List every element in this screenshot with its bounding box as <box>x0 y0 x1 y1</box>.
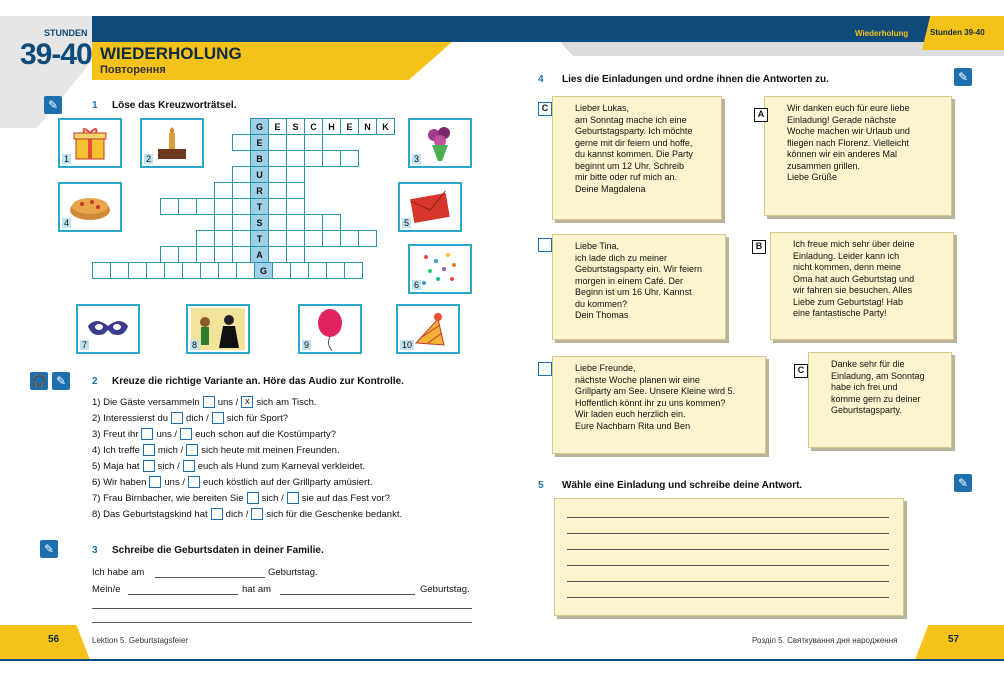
crossword-cell[interactable] <box>287 247 305 263</box>
option-text: euch als Hund zum Karneval verkleidet. <box>197 460 366 472</box>
card-line: Dein Thomas <box>575 310 629 320</box>
picture-1 <box>58 118 122 168</box>
option-text: uns / <box>217 396 239 408</box>
sentence-start: 2) Interessierst du <box>92 412 169 424</box>
sentence-start: 1) Die Gäste versammeln <box>92 396 200 408</box>
card-line: fliegen nach Florenz. Vielleicht <box>787 137 909 148</box>
picture-4 <box>58 182 122 232</box>
checkbox[interactable] <box>143 460 155 472</box>
card-line: Beginn ist um 16 Uhr. Kannst <box>575 287 692 297</box>
card-line: morgen in einem Café. Der <box>575 275 684 286</box>
crossword-cell[interactable]: E <box>251 135 269 151</box>
card-line: Eure Nachbarn Rita und Ben <box>575 420 691 431</box>
task3-line2-start: Mein/e <box>92 584 121 595</box>
task4-number: 4 <box>538 74 544 85</box>
pencil-icon: ✎ <box>44 96 62 114</box>
answer-letter-c: C <box>794 364 808 378</box>
pie-icon <box>68 190 112 224</box>
card-line: Geburtstagsparty ein. Wir feiern <box>575 264 703 274</box>
task3-line1-start: Ich habe am <box>92 567 145 578</box>
confetti-icon <box>418 249 462 289</box>
book-icon: ✎ <box>954 68 972 86</box>
card-line: Einladung! Gerade nächste <box>787 114 897 125</box>
crossword-cell[interactable] <box>147 263 165 279</box>
card-line: Lieber Lukas, <box>575 103 630 113</box>
sentence-start: 5) Maja hat <box>92 460 140 472</box>
pencil-icon: ✎ <box>954 474 972 492</box>
crossword-cell[interactable] <box>287 215 305 231</box>
checkbox[interactable] <box>141 428 153 440</box>
crossword-cell[interactable] <box>111 263 129 279</box>
crossword-cell[interactable] <box>233 183 251 199</box>
picture-label: 8 <box>192 340 198 350</box>
crossword-cell[interactable] <box>309 263 327 279</box>
card-line: Liebe Grüße <box>787 172 838 182</box>
answer-letter-a: A <box>754 108 768 122</box>
card-line: Danke sehr für die <box>831 359 905 369</box>
crossword-cell[interactable] <box>305 231 323 247</box>
answer-line[interactable] <box>280 594 415 595</box>
crossword-cell[interactable] <box>305 151 323 167</box>
checkbox[interactable] <box>287 492 299 504</box>
card-line: wir fahren sie besuchen. Alles <box>793 285 913 295</box>
sentence-start: 3) Freut ihr <box>92 428 139 440</box>
crossword-cell[interactable]: R <box>251 183 269 199</box>
crossword-cell[interactable] <box>305 215 323 231</box>
card-line: können wir ein anderes Mal <box>787 149 898 159</box>
crossword-cell[interactable]: E <box>341 119 359 135</box>
page-subtitle: Повторення <box>100 64 166 76</box>
card-line: gerne mit dir feiern und hoffe, <box>575 137 693 148</box>
option-text: euch köstlich auf der Grillparty amüsiert. <box>203 476 373 488</box>
crossword-cell[interactable] <box>269 167 287 183</box>
list-item <box>92 458 492 474</box>
crossword-cell[interactable] <box>323 151 341 167</box>
crossword-cell[interactable] <box>201 263 219 279</box>
crossword-cell[interactable]: S <box>251 215 269 231</box>
answer-card-a <box>764 96 952 216</box>
picture-3 <box>408 118 472 168</box>
list-item <box>92 426 492 442</box>
answer-line[interactable] <box>567 565 889 566</box>
list-item <box>92 490 492 506</box>
crossword-cell[interactable] <box>161 247 179 263</box>
option-text: euch schon auf die Kostümparty? <box>195 428 337 440</box>
option-text: dich / <box>186 412 209 424</box>
checkbox[interactable] <box>188 476 200 488</box>
card-line: du kannst kommen. Die Party <box>575 149 694 159</box>
card-line: nicht kommen, denn meine <box>793 262 902 272</box>
picture-6 <box>408 244 472 294</box>
task2-number: 2 <box>92 376 98 387</box>
crossword-cell[interactable] <box>327 263 345 279</box>
option-text: sich / <box>157 460 180 472</box>
card-line: Grillparty am See. Unsere Kleine wird 5. <box>575 386 736 396</box>
crossword-cell[interactable]: T <box>251 231 269 247</box>
card-line: ich lade dich zu meiner <box>575 252 668 263</box>
checkbox[interactable] <box>183 460 195 472</box>
crossword-cell[interactable] <box>237 263 255 279</box>
option-text: uns / <box>164 476 185 488</box>
card-line: Hoffentlich könnt ihr zu uns kommen? <box>575 397 726 408</box>
crossword-row-9 <box>160 246 305 263</box>
crossword-cell[interactable] <box>291 263 309 279</box>
list-item <box>92 506 492 522</box>
crossword-cell[interactable] <box>215 231 233 247</box>
card-line: Wir laden euch herzlich ein. <box>575 409 686 419</box>
card-line: Einladung. Leider kann ich <box>793 250 900 261</box>
card-line: komme gern zu deiner <box>831 393 921 404</box>
picture-label: 1 <box>64 154 70 164</box>
answer-box[interactable] <box>538 362 552 376</box>
crossword-cell[interactable]: T <box>251 199 269 215</box>
task3-instruction: Schreibe die Geburtsdaten in deiner Familie. <box>112 545 324 556</box>
answer-box[interactable]: C <box>538 102 552 116</box>
option-text: sich am Tisch. <box>256 396 317 408</box>
list-item <box>92 474 492 490</box>
pencil-icon: ✎ <box>52 372 70 390</box>
crossword-cell[interactable] <box>197 199 215 215</box>
task3-line2-end: Geburtstag. <box>420 584 470 595</box>
answer-line[interactable] <box>92 622 472 623</box>
crossword-cell[interactable] <box>219 263 237 279</box>
card-line: du kommen? <box>575 298 628 309</box>
answer-line[interactable] <box>567 533 889 534</box>
crossword-row-2 <box>232 134 323 151</box>
crossword-cell[interactable] <box>287 183 305 199</box>
crossword-cell[interactable] <box>287 167 305 183</box>
answer-line[interactable] <box>567 581 889 582</box>
card-line: Liebe Tina, <box>575 241 620 251</box>
checkbox[interactable] <box>180 428 192 440</box>
picture-7 <box>76 304 140 354</box>
crossword-cell[interactable] <box>215 247 233 263</box>
sentence-start: 8) Das Geburtstagskind hat <box>92 508 208 520</box>
card-line: Wir danken euch für eure liebe <box>787 103 910 113</box>
crossword-cell[interactable] <box>197 247 215 263</box>
task1-instruction: Löse das Kreuzworträtsel. <box>112 100 237 111</box>
crossword-cell[interactable] <box>215 183 233 199</box>
card-line: eine fantastische Party! <box>793 308 887 318</box>
card-line: Liebe Freunde, <box>575 363 636 373</box>
picture-10 <box>396 304 460 354</box>
invitation-card-3 <box>552 356 766 454</box>
crossword-row-8 <box>196 230 377 247</box>
crossword-cell[interactable] <box>233 231 251 247</box>
answer-line[interactable] <box>128 594 238 595</box>
card-line: Geburtstagsparty. <box>831 405 902 415</box>
crossword-cell[interactable] <box>287 199 305 215</box>
picture-8 <box>186 304 250 354</box>
crossword-cell[interactable]: A <box>251 247 269 263</box>
crossword-cell[interactable] <box>161 199 179 215</box>
card-line: beginnt um 12 Uhr. Schreib <box>575 160 685 171</box>
checkbox[interactable] <box>211 508 223 520</box>
crossword-cell[interactable] <box>323 215 341 231</box>
sentence-start: 4) Ich treffe <box>92 444 140 456</box>
invitation-card-1 <box>552 96 722 220</box>
option-text: mich / <box>157 444 184 456</box>
crossword-cell[interactable] <box>287 231 305 247</box>
footer-tab-left <box>0 625 90 660</box>
answer-line[interactable] <box>155 577 265 578</box>
picture-2 <box>140 118 204 168</box>
answer-line[interactable] <box>92 608 472 609</box>
flowers-icon <box>420 123 460 163</box>
crossword-cell[interactable]: K <box>377 119 395 135</box>
card-line: zusammen grillen. <box>787 160 861 171</box>
answer-letter-b: B <box>752 240 766 254</box>
card-line: Liebe zum Geburtstag! Hab <box>793 296 904 307</box>
crossword-cell[interactable] <box>93 263 111 279</box>
option-text: sie auf das Fest vor? <box>301 492 390 504</box>
picture-label: 4 <box>64 218 70 228</box>
crossword-row-4 <box>232 166 305 183</box>
task4-instruction: Lies die Einladungen und ordne ihnen die Antworten zu. <box>562 74 829 85</box>
checkbox[interactable] <box>143 444 155 456</box>
section-label: Wiederholung <box>855 29 909 38</box>
picture-label: 6 <box>414 280 420 290</box>
crossword-cell[interactable] <box>179 199 197 215</box>
stunden-number: 39-40 <box>20 38 92 71</box>
footer-caption-left: Lektion 5. Geburtstagsfeier <box>92 636 189 645</box>
crossword-cell[interactable]: S <box>287 119 305 135</box>
crossword-cell[interactable] <box>233 215 251 231</box>
page-title: WIEDERHOLUNG <box>100 44 242 63</box>
list-item <box>92 442 492 458</box>
crossword-cell[interactable] <box>359 231 377 247</box>
card-line: Woche machen wir Urlaub und <box>787 126 910 136</box>
card-line: Deine Magdalena <box>575 183 646 194</box>
checkbox[interactable]: x <box>241 396 253 408</box>
crossword-cell[interactable] <box>183 263 201 279</box>
task1-number: 1 <box>92 100 98 111</box>
answer-line[interactable] <box>567 517 889 518</box>
crossword-cell[interactable] <box>269 231 287 247</box>
card-line: am Sonntag mache ich eine <box>575 114 687 125</box>
crossword-cell[interactable] <box>165 263 183 279</box>
crossword-cell[interactable] <box>269 247 287 263</box>
picture-label: 2 <box>146 154 152 164</box>
crossword-cell[interactable] <box>341 231 359 247</box>
picture-label: 10 <box>402 340 413 350</box>
balloon-icon <box>310 307 350 351</box>
option-text: sich heute mit meinen Freunden. <box>201 444 340 456</box>
answer-card-c <box>808 352 952 448</box>
task5-instruction: Wähle eine Einladung und schreibe deine Antwort. <box>562 480 803 491</box>
gift-icon <box>70 123 110 163</box>
costume-icon <box>191 308 245 350</box>
option-text: dich / <box>225 508 249 520</box>
crossword-cell[interactable]: E <box>269 119 287 135</box>
answer-writing-card <box>554 498 904 616</box>
crossword-cell[interactable] <box>287 135 305 151</box>
card-line: nächste Woche planen wir eine <box>575 374 700 385</box>
picture-label: 3 <box>414 154 420 164</box>
checkbox[interactable] <box>171 412 183 424</box>
option-text: sich für die Geschenke bedankt. <box>266 508 403 520</box>
crossword-cell[interactable] <box>341 151 359 167</box>
task3-line2-mid: hat am <box>242 584 272 595</box>
picture-label: 5 <box>404 218 410 228</box>
headphones-icon[interactable]: 🎧 <box>31 374 47 388</box>
crossword-cell[interactable] <box>345 263 363 279</box>
crossword-row-7 <box>214 214 341 231</box>
card-line: Oma hat auch Geburtstag und <box>793 273 915 284</box>
list-item <box>92 394 492 410</box>
crossword-cell[interactable] <box>233 247 251 263</box>
card-line: Einladung, am Sonntag <box>831 370 925 381</box>
crossword-cell[interactable] <box>179 247 197 263</box>
task3-line1-end: Geburtstag. <box>268 567 318 578</box>
picture-5 <box>398 182 462 232</box>
page-number-left: 56 <box>48 634 60 645</box>
crossword-cell[interactable]: G <box>255 263 273 279</box>
crossword-cell[interactable]: U <box>251 167 269 183</box>
picture-label: 7 <box>82 340 88 350</box>
footer-caption-right: Розділ 5. Святкування дня народження <box>752 636 898 645</box>
checkbox[interactable] <box>203 396 215 408</box>
crossword-cell[interactable] <box>233 167 251 183</box>
crossword-cell[interactable] <box>269 215 287 231</box>
card-line: mir bitte oder ruf mich an. <box>575 172 678 182</box>
checkbox[interactable] <box>186 444 198 456</box>
cake-candle-icon <box>152 123 192 163</box>
envelope-icon <box>408 190 452 224</box>
crossword-cell[interactable] <box>215 215 233 231</box>
answer-box[interactable] <box>538 238 552 252</box>
crossword-cell[interactable] <box>197 231 215 247</box>
crossword-cell[interactable] <box>269 199 287 215</box>
crossword-cell[interactable]: H <box>323 119 341 135</box>
option-text: sich für Sport? <box>226 412 289 424</box>
crossword-cell[interactable] <box>305 135 323 151</box>
mask-icon <box>86 314 130 344</box>
invitation-card-2 <box>552 234 726 340</box>
card-line: Geburtstagsparty. Ich möchte <box>575 126 693 136</box>
checkbox[interactable] <box>149 476 161 488</box>
crossword-cell[interactable]: G <box>251 119 269 135</box>
sentence-start: 6) Wir haben <box>92 476 147 488</box>
card-line: Ich freue mich sehr über deine <box>793 239 915 249</box>
crossword-cell[interactable] <box>233 199 251 215</box>
task3-number: 3 <box>92 545 98 556</box>
crossword-cell[interactable] <box>323 231 341 247</box>
crossword-row-5 <box>214 182 305 199</box>
checkbox[interactable] <box>247 492 259 504</box>
checkbox[interactable] <box>251 508 263 520</box>
pencil-icon: ✎ <box>40 540 58 558</box>
crossword-cell[interactable] <box>269 183 287 199</box>
answer-line[interactable] <box>567 597 889 598</box>
option-text: sich / <box>261 492 284 504</box>
crossword-cell[interactable]: N <box>359 119 377 135</box>
list-item <box>92 410 492 426</box>
crossword-cell[interactable]: C <box>305 119 323 135</box>
crossword-cell[interactable]: B <box>251 151 269 167</box>
task2-instruction: Kreuze die richtige Variante an. Höre das Audio zur Kontrolle. <box>112 376 404 387</box>
task5-number: 5 <box>538 480 544 491</box>
crossword-cell[interactable] <box>269 151 287 167</box>
answer-card-b <box>770 232 954 340</box>
footer-tab-right <box>915 625 1004 660</box>
crossword-cell[interactable] <box>269 135 287 151</box>
page-number-right: 57 <box>948 634 960 645</box>
crossword-row-3 <box>250 150 359 167</box>
crossword-cell[interactable] <box>215 199 233 215</box>
crossword-cell[interactable] <box>129 263 147 279</box>
sentence-start: 7) Frau Birnbacher, wie bereiten Sie <box>92 492 244 504</box>
picture-9 <box>298 304 362 354</box>
footer-divider <box>0 659 1004 661</box>
checkbox[interactable] <box>212 412 224 424</box>
crossword-row-6 <box>160 198 305 215</box>
crossword-row-1 <box>250 118 395 135</box>
section-tab-label: Stunden 39-40 <box>930 28 985 37</box>
crossword-cell[interactable] <box>273 263 291 279</box>
crossword-cell[interactable] <box>233 135 251 151</box>
option-text: uns / <box>156 428 178 440</box>
stunden-label: STUNDEN <box>44 28 88 38</box>
answer-line[interactable] <box>567 549 889 550</box>
task2-list <box>92 394 492 522</box>
picture-label: 9 <box>304 340 310 350</box>
crossword-cell[interactable] <box>287 151 305 167</box>
card-line: habe ich frei und <box>831 382 898 392</box>
crossword-row-10 <box>92 262 363 279</box>
